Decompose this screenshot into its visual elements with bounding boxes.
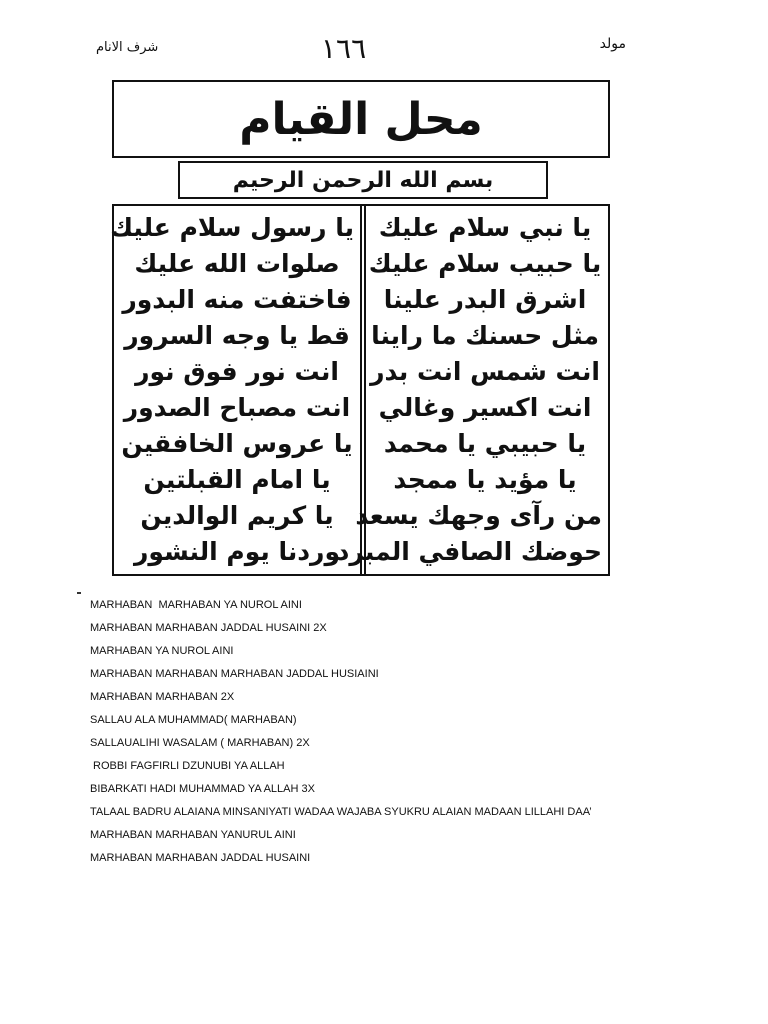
verse-line: يا رسول سلام عليك [110, 213, 354, 242]
stray-mark [77, 592, 81, 594]
running-header: شرف الانام [96, 40, 159, 55]
text-line: MARHABAN MARHABAN YANURUL AINI [90, 829, 296, 841]
text-line: ROBBI FAGFIRLI DZUNUBI YA ALLAH [90, 760, 285, 772]
verse-line: حوضك الصافي المبرد [336, 537, 602, 566]
column-divider [360, 206, 366, 574]
basmala: بسم الله الرحمن الرحيم [232, 167, 494, 193]
verse-line: فاختفت منه البدور [122, 285, 352, 314]
verse-line: يا نبي سلام عليك [378, 213, 592, 242]
basmala-frame [178, 161, 548, 199]
verse-table [112, 204, 610, 576]
verse-line: يا امام القبلتين [143, 465, 331, 494]
text-line: SALLAUALIHI WASALAM ( MARHABAN) 2X [90, 737, 310, 749]
transliteration-text [90, 598, 750, 874]
section-header: مولد [599, 36, 626, 52]
text-line: BIBARKATI HADI MUHAMMAD YA ALLAH 3X [90, 783, 315, 795]
text-line: MARHABAN MARHABAN JADDAL HUSAINI [90, 852, 311, 864]
text-line: MARHABAN MARHABAN YA NUROL AINI [90, 599, 302, 611]
text-line: MARHABAN MARHABAN JADDAL HUSAINI 2X [90, 622, 327, 634]
text-line: SALLAU ALA MUHAMMAD( MARHABAN) [90, 714, 297, 726]
verse-line: من رآى وجهك يسعد [355, 501, 602, 530]
verse-line: قط يا وجه السرور [124, 321, 350, 350]
page-number: ١٦٦ [321, 32, 367, 65]
verse-line: يا مؤيد يا ممجد [393, 465, 577, 494]
verse-line: انت مصباح الصدور [123, 393, 351, 422]
verse-line: يا عروس الخافقين [121, 429, 353, 458]
scanned-page [96, 28, 626, 578]
title-frame [112, 80, 610, 158]
verse-line: انت اكسير وغالي [378, 393, 592, 422]
verse-line: يا كريم الوالدين [140, 501, 334, 530]
verse-line: انت شمس انت بدر [370, 357, 600, 386]
verse-line: انت نور فوق نور [135, 357, 339, 386]
text-line: MARHABAN MARHABAN MARHABAN JADDAL HUSIAINI [90, 668, 379, 680]
verse-column-right [336, 206, 608, 574]
text-line: MARHABAN YA NUROL AINI [90, 645, 234, 657]
verse-line: صلوات الله عليك [134, 249, 340, 278]
verse-column-left [110, 206, 360, 574]
verse-line: مثل حسنك ما راينا [371, 321, 599, 350]
page-title: محل القيام [239, 93, 483, 145]
verse-line: وردنا يوم النشور [134, 537, 340, 566]
text-line: MARHABAN MARHABAN 2X [90, 691, 235, 703]
text-line: TALAAL BADRU ALAIANA MINSANIYATI WADAA WAJABA SYUKRU ALAIAN MADAAN LILLAHI DAA’ [90, 806, 592, 818]
verse-line: يا حبيبي يا محمد [383, 429, 587, 458]
verse-line: يا حبيب سلام عليك [368, 249, 602, 278]
verse-line: اشرق البدر علينا [383, 285, 587, 314]
